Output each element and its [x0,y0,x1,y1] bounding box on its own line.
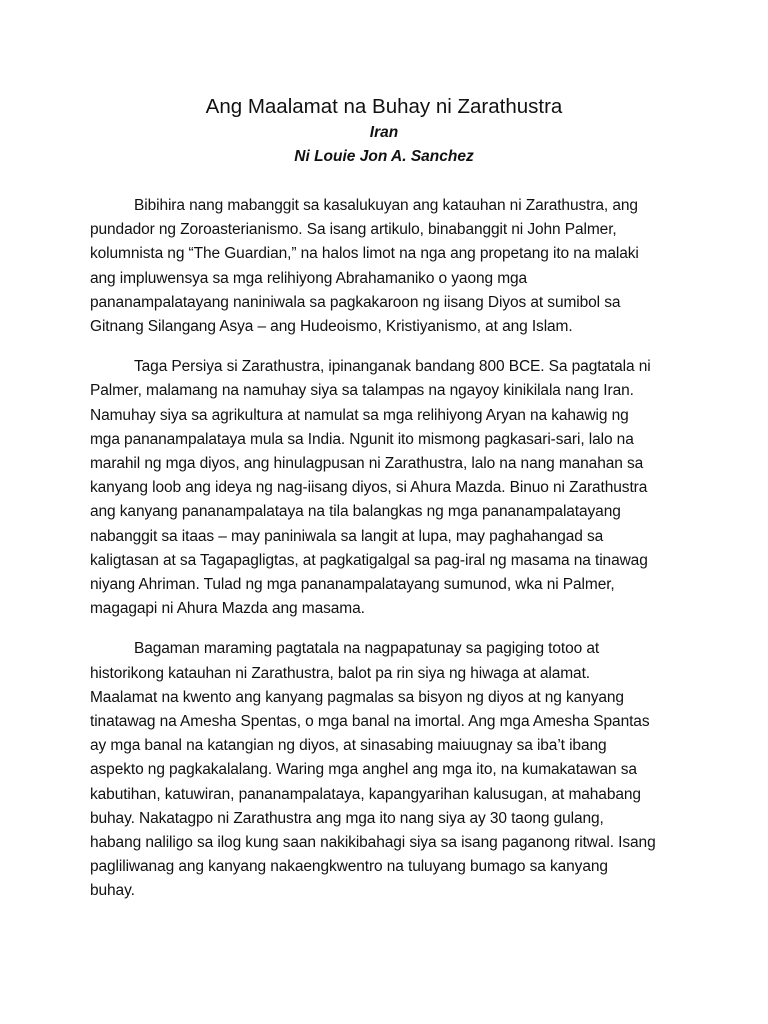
paragraph-line: kanyang loob ang ideya ng nag-iisang diyos, si Ahura Mazda. Binuo ni Zarathustra [90,479,648,497]
paragraph-line: marahil ng mga diyos, ang hinulagpusan ni Zarathustra, lalo na nang manahan sa [90,455,644,473]
paragraph-line: Maalamat na kwento ang kanyang pagmalas sa bisyon ng diyos at ng kanyang [90,688,624,706]
paragraph-line: Palmer, malamang na namuhay siya sa talampas na ngayoy kinikilala nang Iran. [90,382,634,400]
paragraph-1 [90,194,680,339]
document-title: Ang Maalamat na Buhay ni Zarathustra [205,95,563,118]
paragraph-line: buhay. [90,882,135,900]
document-byline: Ni Louie Jon A. Sanchez [294,148,474,165]
paragraph-line: ang kanyang pananampalataya na tila balangkas ng mga pananampalatayang [90,503,621,521]
paragraph-line: mga pananampalataya mula sa India. Ngunit ito mismong pagkasari-sari, lalo na [90,430,634,448]
paragraph-line: habang naliligo sa ilog kung saan nakikibahagi siya sa isang paganong ritwal. Isang [90,834,656,852]
paragraph-line: kolumnista ng “The Guardian,” na halos limot na nga ang propetang ito na malaki [90,245,639,263]
paragraph-line: pananampalatayang naniniwala sa pagkakaroon ng iisang Diyos at sumibol sa [90,293,621,311]
paragraph-line: historikong katauhan ni Zarathustra, balot pa rin siya ng hiwaga at alamat. [90,664,590,682]
paragraph-line: pundador ng Zoroasterianismo. Sa isang artikulo, binabanggit ni John Palmer, [90,221,617,239]
document-body [90,194,680,920]
paragraph-line: ay mga banal na katangian ng diyos, at sinasabing maiuugnay sa iba’t ibang [90,737,607,755]
paragraph-line: Gitnang Silangang Asya – ang Hudeoismo, Kristiyanismo, at ang Islam. [90,318,573,336]
paragraph-3 [90,637,680,903]
paragraph-line: aspekto ng pagkakalalang. Waring mga anghel ang mga ito, na kumakatawan sa [90,761,637,779]
paragraph-2 [90,355,680,621]
paragraph-line: tinatawag na Amesha Spentas, o mga banal na imortal. Ang mga Amesha Spantas [90,713,650,731]
paragraph-line: niyang Ahriman. Tulad ng mga pananampalatayang sumunod, wka ni Palmer, [90,576,615,594]
paragraph-line: Bibihira nang mabanggit sa kasalukuyan ang katauhan ni Zarathustra, ang [134,197,638,214]
paragraph-line: Namuhay siya sa agrikultura at namulat sa mga relihiyong Aryan na kahawig ng [90,406,629,424]
paragraph-line: magagapi ni Ahura Mazda ang masama. [90,600,365,618]
paragraph-line: ang impluwensya sa mga relihiyong Abrahamaniko o yaong mga [90,269,528,287]
paragraph-line: kaligtasan at sa Tagapagligtas, at pagkatigalgal sa pag-iral ng masama na tinawag [90,551,648,569]
paragraph-line: nabanggit sa itaas – may paniniwala sa langit at lupa, may paghahangad sa [90,527,604,545]
paragraph-line: Bagaman maraming pagtatala na nagpapatunay sa pagiging totoo at [134,640,600,658]
paragraph-line: pagliliwanag ang kanyang nakaengkwentro na tuluyang bumago sa kanyang [90,858,608,876]
paragraph-line: kabutihan, katuwiran, pananampalataya, kapangyarihan kalusugan, at mahabang [90,785,641,803]
paragraph-line: Taga Persiya si Zarathustra, ipinanganak bandang 800 BCE. Sa pagtatala ni [134,358,651,376]
paragraph-line: buhay. Nakatagpo ni Zarathustra ang mga ito nang siya ay 30 taong gulang, [90,809,604,827]
document-location: Iran [369,124,399,141]
